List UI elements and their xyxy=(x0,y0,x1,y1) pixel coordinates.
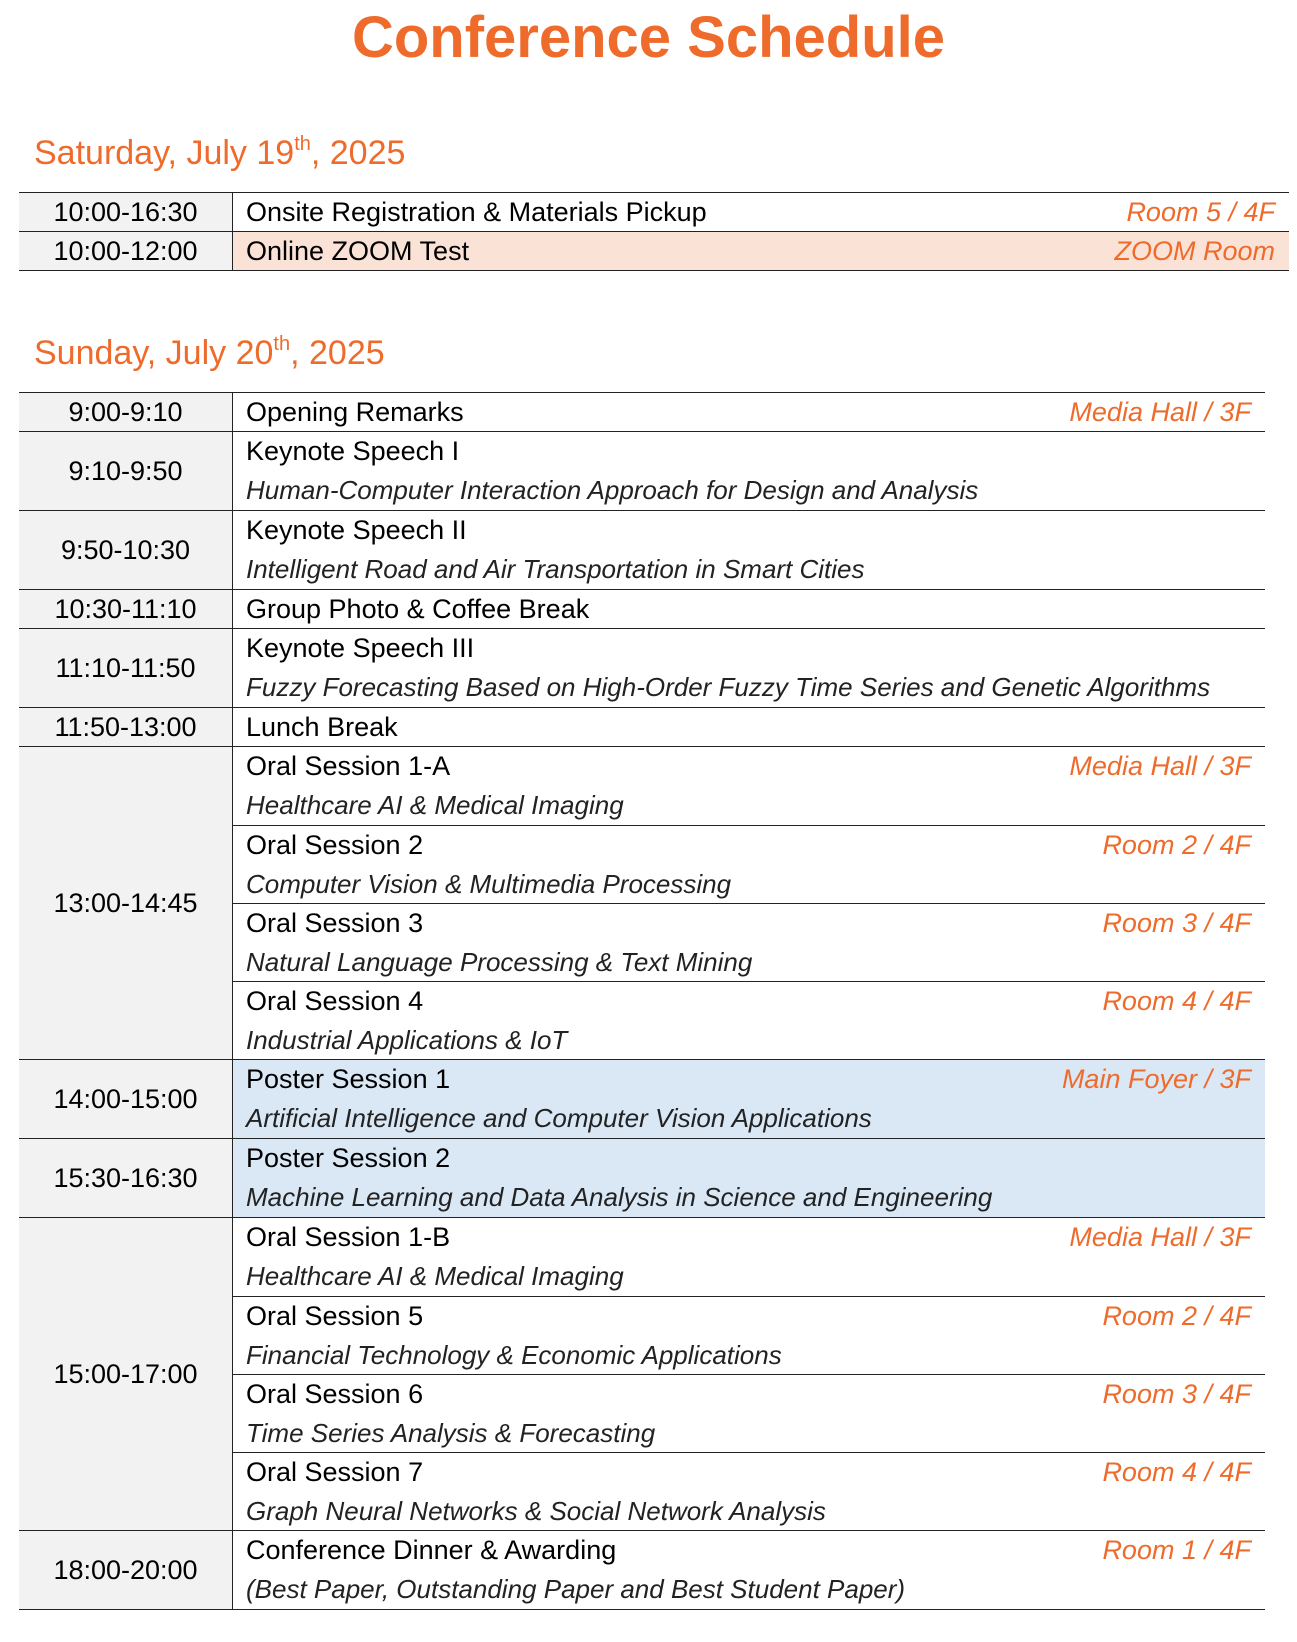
day-heading-year: , 2025 xyxy=(290,334,385,372)
session-title: Oral Session 1-A xyxy=(246,751,451,781)
session-entry xyxy=(233,432,1265,510)
session-entry xyxy=(233,393,1265,431)
session-subtitle: Financial Technology & Economic Applications xyxy=(246,1340,782,1370)
session-entry xyxy=(233,232,1289,270)
time-cell: 15:00-17:00 xyxy=(19,1218,233,1530)
session-entry xyxy=(233,1296,1265,1374)
session-entry xyxy=(233,1139,1265,1217)
session-venue: Media Hall / 3F xyxy=(1069,397,1251,427)
time-cell: 9:50-10:30 xyxy=(19,511,233,589)
session-cell xyxy=(233,232,1289,270)
time-cell: 9:00-9:10 xyxy=(19,393,233,431)
schedule-row xyxy=(19,628,1265,707)
session-entry xyxy=(233,1531,1265,1609)
session-entry xyxy=(233,708,1265,746)
schedule-row xyxy=(19,231,1289,271)
session-title: Oral Session 4 xyxy=(246,986,424,1016)
time-cell: 15:30-16:30 xyxy=(19,1139,233,1217)
day-heading-year: , 2025 xyxy=(310,134,406,172)
session-venue: Room 5 / 4F xyxy=(1126,197,1275,227)
session-venue: Room 1 / 4F xyxy=(1102,1535,1251,1565)
schedule-row xyxy=(19,192,1289,231)
session-cell xyxy=(233,629,1265,707)
schedule-row xyxy=(19,1138,1265,1217)
session-title: Poster Session 2 xyxy=(246,1143,451,1173)
session-subtitle: Industrial Applications & IoT xyxy=(246,1025,568,1055)
session-venue: Room 4 / 4F xyxy=(1102,1457,1251,1487)
session-cell xyxy=(233,708,1265,746)
session-title: Poster Session 1 xyxy=(246,1064,451,1094)
schedule-row xyxy=(19,746,1265,1059)
session-entry xyxy=(233,193,1289,231)
session-entry xyxy=(233,511,1265,589)
session-entry xyxy=(233,1452,1265,1530)
session-venue: Media Hall / 3F xyxy=(1069,751,1251,781)
schedule-table-sunday xyxy=(19,392,1265,1610)
day-heading-saturday xyxy=(34,133,405,173)
session-venue: Room 3 / 4F xyxy=(1102,908,1251,938)
session-subtitle: Healthcare AI & Medical Imaging xyxy=(246,1261,624,1291)
page-title: Conference Schedule xyxy=(351,5,946,70)
session-venue: Room 2 / 4F xyxy=(1102,830,1251,860)
day-heading-sunday xyxy=(34,333,385,373)
session-subtitle: Graph Neural Networks & Social Network Analysis xyxy=(246,1496,826,1526)
session-title: Oral Session 7 xyxy=(246,1457,424,1487)
session-venue: Room 2 / 4F xyxy=(1102,1301,1251,1331)
time-cell: 9:10-9:50 xyxy=(19,432,233,510)
session-title: Keynote Speech II xyxy=(246,515,467,545)
time-cell: 13:00-14:45 xyxy=(19,747,233,1059)
schedule-table-saturday xyxy=(19,192,1289,271)
session-cell xyxy=(233,432,1265,510)
session-cell xyxy=(233,1060,1265,1138)
session-subtitle: Artificial Intelligence and Computer Vision Applications xyxy=(246,1103,872,1133)
session-entry xyxy=(233,1374,1265,1452)
session-cell xyxy=(233,193,1289,231)
session-subtitle: Fuzzy Forecasting Based on High-Order Fuzzy Time Series and Genetic Algorithms xyxy=(246,672,1211,702)
session-title: Onsite Registration & Materials Pickup xyxy=(246,197,707,227)
schedule-row xyxy=(19,589,1265,628)
schedule-row xyxy=(19,1217,1265,1530)
day-heading-label: Sunday, July 20 xyxy=(34,334,274,372)
session-title: Keynote Speech III xyxy=(246,633,475,663)
session-title: Group Photo & Coffee Break xyxy=(246,594,590,624)
session-subtitle: (Best Paper, Outstanding Paper and Best Student Paper) xyxy=(246,1574,906,1604)
session-entry xyxy=(233,747,1265,825)
time-cell: 11:10-11:50 xyxy=(19,629,233,707)
day-heading-ordinal: th xyxy=(294,133,311,155)
session-title: Lunch Break xyxy=(246,712,398,742)
day-heading-label: Saturday, July 19 xyxy=(34,134,295,172)
session-cell xyxy=(233,511,1265,589)
session-subtitle: Human-Computer Interaction Approach for Design and Analysis xyxy=(246,475,979,505)
schedule-row xyxy=(19,510,1265,589)
session-cell xyxy=(233,1139,1265,1217)
session-title: Oral Session 2 xyxy=(246,830,424,860)
session-venue: Room 4 / 4F xyxy=(1102,986,1251,1016)
schedule-row xyxy=(19,392,1265,431)
session-title: Keynote Speech I xyxy=(246,436,460,466)
schedule-row xyxy=(19,431,1265,510)
session-cell xyxy=(233,1531,1265,1609)
schedule-row xyxy=(19,1059,1265,1138)
session-venue: ZOOM Room xyxy=(1114,236,1275,266)
session-subtitle: Time Series Analysis & Forecasting xyxy=(246,1418,656,1448)
session-subtitle: Computer Vision & Multimedia Processing xyxy=(246,869,732,899)
session-venue: Main Foyer / 3F xyxy=(1061,1064,1251,1094)
day-heading-ordinal: th xyxy=(273,333,291,355)
session-title: Oral Session 1-B xyxy=(246,1222,451,1252)
session-cell xyxy=(233,1218,1265,1530)
schedule-row xyxy=(19,1530,1265,1610)
session-title: Oral Session 5 xyxy=(246,1301,424,1331)
session-subtitle: Natural Language Processing & Text Mining xyxy=(246,947,753,977)
session-title: Oral Session 6 xyxy=(246,1379,424,1409)
time-cell: 10:00-12:00 xyxy=(19,232,233,270)
session-entry xyxy=(233,629,1265,707)
session-venue: Room 3 / 4F xyxy=(1102,1379,1251,1409)
session-cell xyxy=(233,747,1265,1059)
session-entry xyxy=(233,1218,1265,1296)
time-cell: 10:00-16:30 xyxy=(19,193,233,231)
session-entry xyxy=(233,903,1265,981)
session-entry xyxy=(233,981,1265,1059)
schedule-row xyxy=(19,707,1265,746)
session-subtitle: Intelligent Road and Air Transportation in Smart Cities xyxy=(246,554,865,584)
session-title: Opening Remarks xyxy=(246,397,464,427)
time-cell: 11:50-13:00 xyxy=(19,708,233,746)
session-entry xyxy=(233,590,1265,628)
session-title: Online ZOOM Test xyxy=(246,236,470,266)
session-venue: Media Hall / 3F xyxy=(1069,1222,1251,1252)
time-cell: 18:00-20:00 xyxy=(19,1531,233,1609)
session-title: Oral Session 3 xyxy=(246,908,424,938)
session-entry xyxy=(233,825,1265,903)
session-title: Conference Dinner & Awarding xyxy=(246,1535,617,1565)
session-subtitle: Healthcare AI & Medical Imaging xyxy=(246,790,624,820)
session-cell xyxy=(233,590,1265,628)
time-cell: 10:30-11:10 xyxy=(19,590,233,628)
session-cell xyxy=(233,393,1265,431)
session-entry xyxy=(233,1060,1265,1138)
session-subtitle: Machine Learning and Data Analysis in Science and Engineering xyxy=(246,1182,993,1212)
time-cell: 14:00-15:00 xyxy=(19,1060,233,1138)
